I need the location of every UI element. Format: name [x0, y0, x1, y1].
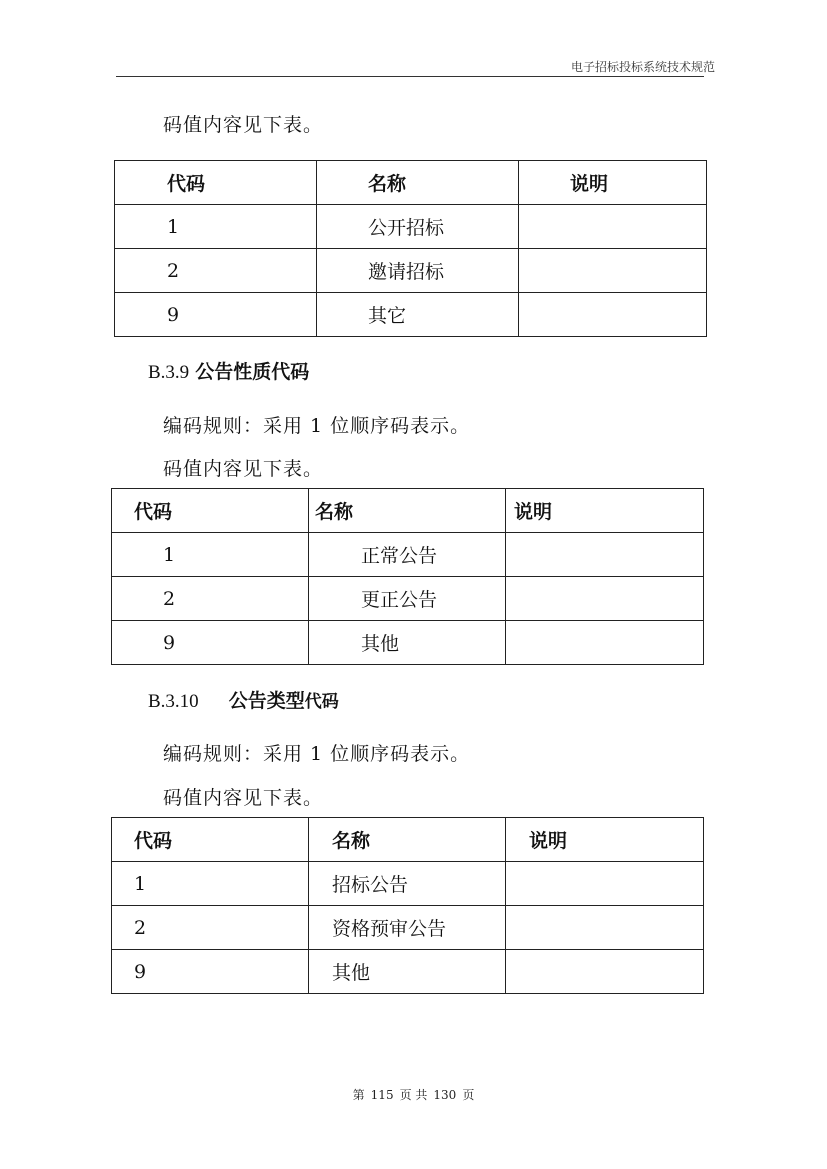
cell-code: 2 — [112, 577, 309, 621]
table-row — [112, 862, 704, 906]
code-table-b39 — [111, 488, 704, 665]
section-number: B.3.9 — [148, 362, 190, 383]
table-row — [115, 293, 707, 337]
cell-name: 正常公告 — [309, 533, 506, 577]
footer-prefix: 第 — [352, 1088, 365, 1102]
table-row — [112, 950, 704, 994]
section-title: 公告类型 — [228, 690, 305, 712]
table-row — [112, 621, 704, 665]
table-row — [112, 577, 704, 621]
header-name: 名称 — [317, 161, 519, 205]
header-desc: 说明 — [506, 489, 704, 533]
header-code: 代码 — [115, 161, 317, 205]
cell-code: 9 — [115, 293, 317, 337]
header-name: 名称 — [309, 818, 506, 862]
table-note-1: 码值内容见下表。 — [163, 114, 324, 136]
cell-code: 1 — [115, 205, 317, 249]
footer-page-number: 115 — [370, 1088, 394, 1102]
cell-desc — [519, 205, 707, 249]
section-heading-b39 — [148, 357, 309, 384]
table-header-row — [112, 489, 704, 533]
cell-name: 邀请招标 — [317, 249, 519, 293]
cell-name: 资格预审公告 — [309, 906, 506, 950]
header-desc: 说明 — [506, 818, 704, 862]
cell-name: 公开招标 — [317, 205, 519, 249]
section-number: B.3.10 — [148, 691, 199, 712]
section-title-suffix: 代码 — [304, 692, 339, 712]
footer-total-pages: 130 — [433, 1088, 457, 1102]
cell-desc — [506, 533, 704, 577]
cell-code: 9 — [112, 950, 309, 994]
cell-desc — [519, 293, 707, 337]
footer-middle: 页 共 — [399, 1088, 428, 1102]
table-header-row — [112, 818, 704, 862]
table-row — [112, 533, 704, 577]
coding-rule: 编码规则：采用 1 位顺序码表示。 — [163, 415, 471, 437]
table-note: 码值内容见下表。 — [163, 787, 324, 809]
code-table-1 — [114, 160, 707, 337]
footer-suffix: 页 — [462, 1088, 475, 1102]
cell-desc — [506, 950, 704, 994]
header-code: 代码 — [112, 818, 309, 862]
header-code: 代码 — [112, 489, 309, 533]
section-title: 公告性质代码 — [195, 361, 310, 383]
header-desc: 说明 — [519, 161, 707, 205]
cell-name: 更正公告 — [309, 577, 506, 621]
header-name: 名称 — [309, 489, 506, 533]
table-row — [115, 249, 707, 293]
table-row — [115, 205, 707, 249]
cell-desc — [506, 621, 704, 665]
page-footer — [0, 1086, 827, 1103]
cell-desc — [506, 862, 704, 906]
cell-name: 招标公告 — [309, 862, 506, 906]
table-row — [112, 906, 704, 950]
cell-code: 1 — [112, 533, 309, 577]
running-header: 电子招标投标系统技术规范 — [570, 60, 715, 74]
cell-name: 其它 — [317, 293, 519, 337]
coding-rule: 编码规则：采用 1 位顺序码表示。 — [163, 743, 471, 765]
table-note: 码值内容见下表。 — [163, 458, 324, 480]
section-heading-b310 — [148, 686, 339, 713]
header-rule — [116, 76, 704, 77]
cell-name: 其他 — [309, 950, 506, 994]
cell-code: 1 — [112, 862, 309, 906]
cell-code: 2 — [115, 249, 317, 293]
cell-desc — [506, 577, 704, 621]
cell-desc — [519, 249, 707, 293]
code-table-b310 — [111, 817, 704, 994]
cell-name: 其他 — [309, 621, 506, 665]
cell-code: 9 — [112, 621, 309, 665]
cell-desc — [506, 906, 704, 950]
table-header-row — [115, 161, 707, 205]
cell-code: 2 — [112, 906, 309, 950]
